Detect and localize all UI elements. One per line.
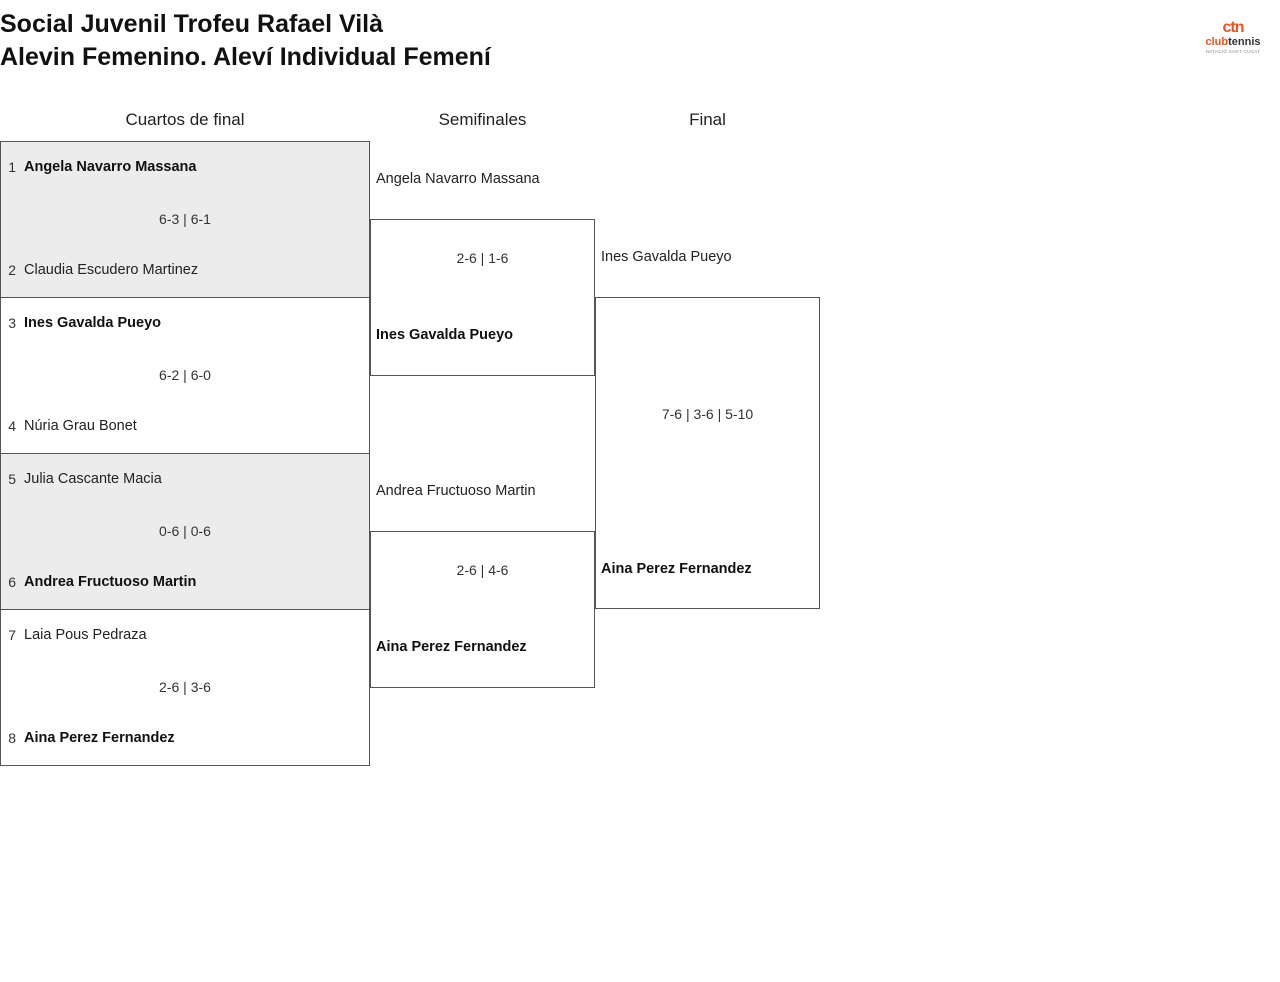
score-sf2: 2-6 | 4-6: [456, 562, 509, 578]
player-final-top: Ines Gavalda Pueyo: [601, 249, 732, 265]
player-qf2-top: Ines Gavalda Pueyo: [24, 315, 162, 331]
round-heading-quarterfinals: Cuartos de final: [125, 110, 245, 129]
score-qf1: 6-3 | 6-1: [159, 211, 211, 227]
player-qf1-top: Angela Navarro Massana: [24, 159, 197, 175]
player-qf1-bottom: Claudia Escudero Martinez: [24, 262, 199, 278]
page-header: [0, 0, 1280, 88]
logo-word-primary: club: [1205, 36, 1229, 48]
seed-qf2-top: 3: [8, 315, 16, 331]
page-title-line2: Alevin Femenino. Aleví Individual Femení: [0, 43, 491, 71]
match-box-sf1: [370, 219, 595, 376]
logo-word-secondary: tennis: [1228, 36, 1261, 48]
player-qf2-bottom: Núria Grau Bonet: [24, 418, 137, 434]
player-qf4-bottom: Aina Perez Fernandez: [24, 730, 175, 746]
logo-wordmark: [1202, 36, 1264, 48]
seed-qf2-bottom: 4: [8, 418, 16, 434]
player-qf3-bottom: Andrea Fructuoso Martin: [24, 574, 197, 590]
score-final: 7-6 | 3-6 | 5-10: [661, 406, 754, 422]
seed-qf3-top: 5: [8, 471, 16, 487]
score-qf3: 0-6 | 0-6: [159, 523, 211, 539]
player-sf2-top: Andrea Fructuoso Martin: [376, 483, 536, 499]
seed-qf1-bottom: 2: [8, 262, 16, 278]
player-sf2-bottom: Aina Perez Fernandez: [376, 639, 527, 655]
player-sf1-bottom: Ines Gavalda Pueyo: [376, 327, 514, 343]
seed-qf1-top: 1: [8, 159, 16, 175]
seed-qf4-bottom: 8: [8, 730, 16, 746]
player-final-bottom: Aina Perez Fernandez: [601, 561, 752, 577]
score-qf2: 6-2 | 6-0: [159, 367, 211, 383]
logo-subtitle: NATACIÓ SANT CUGAT: [1205, 49, 1261, 54]
seed-qf3-bottom: 6: [8, 574, 16, 590]
logo-mark-icon: ctn: [1222, 19, 1244, 36]
round-heading-semifinals: Semifinales: [438, 110, 527, 129]
player-sf1-top: Angela Navarro Massana: [376, 171, 540, 187]
page-title-line1: Social Juvenil Trofeu Rafael Vilà: [0, 10, 384, 38]
player-qf3-top: Julia Cascante Macia: [24, 471, 162, 487]
player-qf4-top: Laia Pous Pedraza: [24, 627, 147, 643]
score-qf4: 2-6 | 3-6: [159, 679, 211, 695]
score-sf1: 2-6 | 1-6: [456, 250, 509, 266]
match-box-sf2: [370, 531, 595, 688]
round-heading-final: Final: [689, 110, 726, 129]
seed-qf4-top: 7: [8, 627, 16, 643]
club-logo: [1202, 20, 1264, 62]
